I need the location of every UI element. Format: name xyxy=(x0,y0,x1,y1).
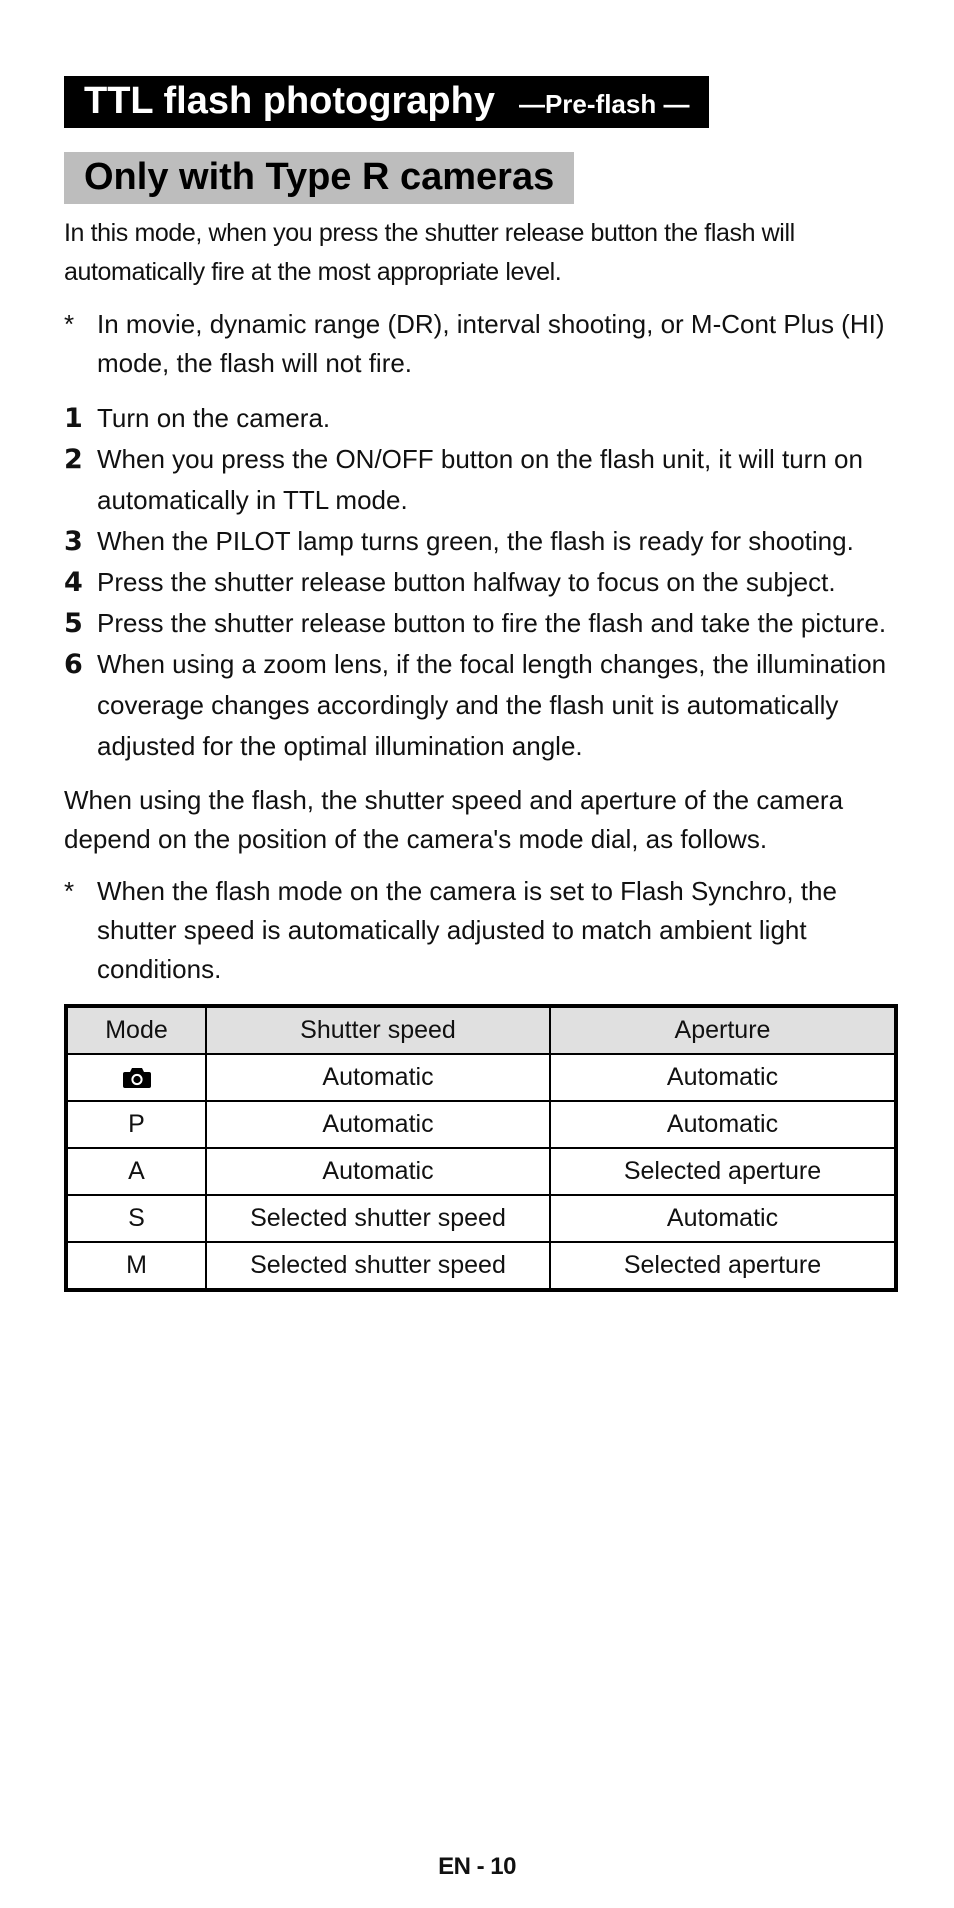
step-item xyxy=(64,521,894,562)
manual-page xyxy=(64,76,894,1292)
step-item xyxy=(64,439,894,521)
mode-dial-paragraph: When using the flash, the shutter speed and aperture of the camera depend on the position of the camera's mode dial, as follows. xyxy=(64,785,844,854)
table-row xyxy=(66,1242,896,1290)
table-row xyxy=(66,1054,896,1101)
section-title-suffix: —Pre-flash — xyxy=(518,89,690,119)
step-item xyxy=(64,644,894,767)
header-shutter-speed: Shutter speed xyxy=(206,1006,550,1054)
step-text: Press the shutter release button to fire the flash and take the picture. xyxy=(97,608,887,638)
step-text: When the PILOT lamp turns green, the flash is ready for shooting. xyxy=(97,526,854,556)
step-item xyxy=(64,562,894,603)
aperture-cell: Selected aperture xyxy=(550,1242,896,1290)
aperture-cell: Automatic xyxy=(550,1101,896,1148)
step-number: 3 xyxy=(64,526,83,557)
table-row xyxy=(66,1195,896,1242)
shutter-cell: Selected shutter speed xyxy=(206,1242,550,1290)
section-title: TTL flash photography xyxy=(84,80,495,122)
step-text: Turn on the camera. xyxy=(97,403,331,433)
note-text: In movie, dynamic range (DR), interval shooting, or M-Cont Plus (HI) mode, the flash will not fire. xyxy=(97,309,885,378)
shutter-cell: Automatic xyxy=(206,1101,550,1148)
shutter-cell: Automatic xyxy=(206,1148,550,1195)
header-mode: Mode xyxy=(66,1006,206,1054)
section-title-bar xyxy=(64,76,709,128)
mode-cell: S xyxy=(66,1195,206,1242)
note-asterisk: * xyxy=(64,876,75,906)
aperture-cell: Selected aperture xyxy=(550,1148,896,1195)
note-flash-synchro xyxy=(64,872,894,989)
step-item xyxy=(64,603,894,644)
step-number: 5 xyxy=(64,608,83,639)
step-number: 2 xyxy=(64,444,83,475)
step-number: 4 xyxy=(64,567,83,598)
header-aperture: Aperture xyxy=(550,1006,896,1054)
table-row xyxy=(66,1101,896,1148)
step-item xyxy=(64,398,894,439)
section-subtitle: Only with Type R cameras xyxy=(64,152,574,204)
table-header-row xyxy=(66,1006,896,1054)
step-text: When using a zoom lens, if the focal length changes, the illumination coverage changes accordingly and the flash unit is automatically adjusted for the optimal illumination angle. xyxy=(97,649,887,761)
step-text: Press the shutter release button halfway to focus on the subject. xyxy=(97,567,836,597)
step-text: When you press the ON/OFF button on the flash unit, it will turn on automatically in TTL mode. xyxy=(97,444,863,515)
steps-list xyxy=(64,398,894,767)
aperture-cell: Automatic xyxy=(550,1054,896,1101)
table-row xyxy=(66,1148,896,1195)
step-number: 6 xyxy=(64,649,83,680)
shutter-cell: Selected shutter speed xyxy=(206,1195,550,1242)
note-asterisk: * xyxy=(64,309,75,339)
mode-cell: M xyxy=(66,1242,206,1290)
mode-cell: A xyxy=(66,1148,206,1195)
mode-cell: P xyxy=(66,1101,206,1148)
step-number: 1 xyxy=(64,403,83,434)
page-number: EN - 10 xyxy=(438,1853,516,1880)
shutter-cell: Automatic xyxy=(206,1054,550,1101)
camera-icon xyxy=(122,1066,152,1090)
mode-cell xyxy=(66,1054,206,1101)
note-movie-modes xyxy=(64,305,894,383)
mode-settings-table xyxy=(64,1004,898,1292)
note-text: When the flash mode on the camera is set to Flash Synchro, the shutter speed is automatically adjusted to match ambient light conditions. xyxy=(97,876,837,984)
aperture-cell: Automatic xyxy=(550,1195,896,1242)
intro-paragraph: In this mode, when you press the shutter release button the flash will automatically fire at the most appropriate level. xyxy=(64,219,795,286)
